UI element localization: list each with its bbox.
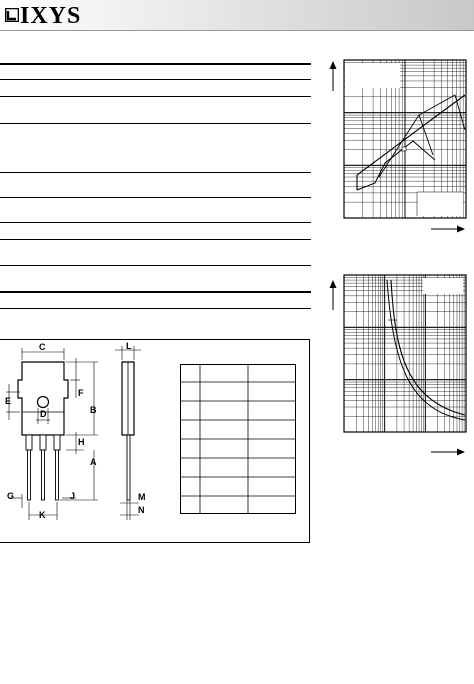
dim-label-m: M [138,492,146,502]
table-rule [0,308,311,309]
dim-label-a: A [90,457,97,467]
chart-2 [325,270,470,458]
table-rule [0,172,311,173]
table-rule [0,222,311,223]
dim-label-f: F [78,388,84,398]
dim-label-j: J [70,491,76,501]
table-rule [0,63,311,65]
chart-1-plot [344,60,466,218]
dim-label-c: C [39,342,46,352]
chart-2-x-axis-arrow [431,449,465,456]
chart-1-y-axis-arrow [330,61,337,91]
chart-2-y-axis-arrow [330,280,337,310]
dim-label-b: B [90,405,97,415]
ixys-logo-icon [5,8,19,22]
dim-label-h: H [78,437,85,447]
brand-name: IXYS [20,3,82,29]
dimension-table [180,364,296,514]
package-side-view [105,340,165,540]
table-rule [0,197,311,198]
table-rule [0,239,311,240]
table-rule [0,96,311,97]
chart-1-x-axis-arrow [431,226,465,233]
dim-label-n: N [138,505,145,515]
dim-label-k: K [39,510,46,520]
dim-label-d: D [40,409,47,419]
chart-2-plot [344,275,466,432]
table-rule [0,291,311,293]
table-rule [0,123,311,124]
dim-label-g: G [7,491,15,501]
table-rule [0,79,311,80]
table-rule [0,265,311,266]
chart-1 [325,55,470,235]
dim-label-l: L [126,341,132,351]
dim-label-e: E [5,396,12,406]
